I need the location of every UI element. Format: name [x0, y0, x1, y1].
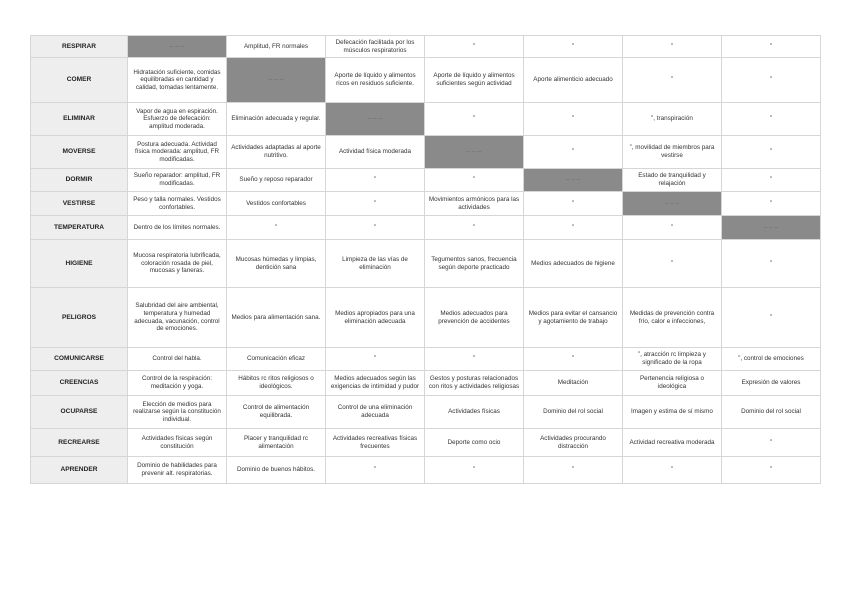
table-cell: Mucosa respiratoria lubrificada, coloración rosada de piel, mucosas y faneras.: [128, 240, 227, 288]
table-cell: Comunicación eficaz: [227, 348, 326, 371]
table-cell: ”: [326, 457, 425, 484]
table-cell: Eliminación adecuada y regular.: [227, 103, 326, 136]
table-cell: Expresión de valores: [722, 371, 821, 396]
table-cell: Hidratación suficiente, comidas equilibradas en cantidad y calidad, tomadas lentamente.: [128, 58, 227, 103]
table-row: [31, 103, 821, 136]
table-cell: ”: [623, 216, 722, 240]
row-header: RESPIRAR: [31, 36, 128, 58]
table-cell: Defecación facilitada por los músculos respiratorios: [326, 36, 425, 58]
table-cell: ”: [425, 457, 524, 484]
table-cell: Aporte de líquido y alimentos ricos en residuos suficiente.: [326, 58, 425, 103]
table-cell: Medios adecuados para prevención de accidentes: [425, 288, 524, 348]
row-header: OCUPARSE: [31, 396, 128, 429]
table-cell: Medios para evitar el cansancio y agotamiento de trabajo: [524, 288, 623, 348]
table-cell: Actividad física moderada: [326, 136, 425, 169]
table-row: [31, 192, 821, 216]
table-cell: ”, atracción rc limpieza y significado de la ropa: [623, 348, 722, 371]
table-cell: Vestidos confortables: [227, 192, 326, 216]
row-header: CREENCIAS: [31, 371, 128, 396]
row-header: HIGIENE: [31, 240, 128, 288]
table-cell: ”, control de emociones: [722, 348, 821, 371]
table-cell: ”: [524, 103, 623, 136]
table-cell: ”: [326, 348, 425, 371]
table-cell: ”: [425, 36, 524, 58]
table-cell: Hábitos rc ritos religiosos o ideológicos.: [227, 371, 326, 396]
table-cell: ”: [326, 192, 425, 216]
row-header: ELIMINAR: [31, 103, 128, 136]
table-cell: ”: [524, 348, 623, 371]
table-cell: ”: [623, 457, 722, 484]
row-header: MOVERSE: [31, 136, 128, 169]
table-cell: ”: [623, 36, 722, 58]
table-cell: Actividades recreativas físicas frecuentes: [326, 429, 425, 457]
table-cell: Actividades físicas según constitución: [128, 429, 227, 457]
table-cell: Salubridad del aire ambiental, temperatura y humedad adecuada, vacunación, control de emociones.: [128, 288, 227, 348]
row-header: DORMIR: [31, 169, 128, 192]
table-cell: ”: [326, 169, 425, 192]
row-header: VESTIRSE: [31, 192, 128, 216]
table-cell: ”: [326, 216, 425, 240]
table-cell: ”: [227, 216, 326, 240]
table-cell: ”: [623, 58, 722, 103]
table-cell: ”: [524, 36, 623, 58]
table-cell: Actividades procurando distracción: [524, 429, 623, 457]
table-cell: ”: [722, 58, 821, 103]
table-cell: Mucosas húmedas y limpias, dentición sana: [227, 240, 326, 288]
table-cell: Amplitud, FR normales: [227, 36, 326, 58]
needs-matrix-table: [30, 35, 821, 484]
table-row: [31, 216, 821, 240]
table-cell: ”: [722, 240, 821, 288]
row-header: COMUNICARSE: [31, 348, 128, 371]
table-cell: ”: [524, 216, 623, 240]
diagonal-cell: – – –: [722, 216, 821, 240]
table-cell: ”: [722, 192, 821, 216]
table-cell: Deporte como ocio: [425, 429, 524, 457]
table-cell: Medios apropiados para una eliminación adecuada: [326, 288, 425, 348]
table-cell: Control de una eliminación adecuada: [326, 396, 425, 429]
table-cell: ”: [722, 136, 821, 169]
table-cell: Vapor de agua en espiración. Esfuerzo de defecación: amplitud moderada.: [128, 103, 227, 136]
row-header: PELIGROS: [31, 288, 128, 348]
table-cell: Postura adecuada. Actividad física moderada: amplitud, FR modificadas.: [128, 136, 227, 169]
table-cell: Actividades físicas: [425, 396, 524, 429]
table-cell: ”: [722, 288, 821, 348]
table-cell: ”: [722, 429, 821, 457]
table-cell: Gestos y posturas relacionados con ritos y actividades religiosas: [425, 371, 524, 396]
diagonal-cell: – – –: [425, 136, 524, 169]
table-cell: ”: [425, 348, 524, 371]
table-cell: ”, movilidad de miembros para vestirse: [623, 136, 722, 169]
table-cell: Dominio de habilidades para prevenir alt. respiratorias.: [128, 457, 227, 484]
table-row: [31, 396, 821, 429]
table-cell: Tegumentos sanos, frecuencia según deporte practicado: [425, 240, 524, 288]
table-cell: ”: [524, 136, 623, 169]
table-cell: Elección de medios para realizarse según la constitución individual.: [128, 396, 227, 429]
table-cell: Aporte alimenticio adecuado: [524, 58, 623, 103]
table-cell: Actividad recreativa moderada: [623, 429, 722, 457]
table-cell: ”: [722, 103, 821, 136]
table-cell: Sueño y reposo reparador: [227, 169, 326, 192]
table-cell: Control de la respiración: meditación y yoga.: [128, 371, 227, 396]
table-row: [31, 36, 821, 58]
diagonal-cell: – – –: [326, 103, 425, 136]
table-cell: Medidas de prevención contra frío, calor e infecciones,: [623, 288, 722, 348]
table-cell: Pertenencia religiosa o ideológica: [623, 371, 722, 396]
table-row: [31, 371, 821, 396]
table-cell: ”: [722, 36, 821, 58]
table-cell: Peso y talla normales. Vestidos confortables.: [128, 192, 227, 216]
table-row: [31, 136, 821, 169]
table-cell: Dominio de buenos hábitos.: [227, 457, 326, 484]
table-cell: ”: [722, 457, 821, 484]
row-header: COMER: [31, 58, 128, 103]
diagonal-cell: – – –: [623, 192, 722, 216]
table-cell: Limpieza de las vías de eliminación: [326, 240, 425, 288]
table-row: [31, 58, 821, 103]
row-header: TEMPERATURA: [31, 216, 128, 240]
table-row: [31, 288, 821, 348]
table-cell: Medios adecuados de higiene: [524, 240, 623, 288]
table-cell: Dominio del rol social: [524, 396, 623, 429]
row-header: RECREARSE: [31, 429, 128, 457]
table-cell: ”: [524, 192, 623, 216]
table-cell: Sueño reparador: amplitud, FR modificadas.: [128, 169, 227, 192]
table-cell: Actividades adaptadas al aporte nutritivo.: [227, 136, 326, 169]
table-cell: ”: [623, 240, 722, 288]
table-cell: ”: [425, 169, 524, 192]
table-cell: Movimientos armónicos para las actividades: [425, 192, 524, 216]
table-row: [31, 348, 821, 371]
table-cell: Medios adecuados según las exigencias de intimidad y pudor: [326, 371, 425, 396]
table-cell: Dentro de los límites normales.: [128, 216, 227, 240]
table-row: [31, 169, 821, 192]
diagonal-cell: – – –: [524, 169, 623, 192]
table-cell: Imagen y estima de sí mismo: [623, 396, 722, 429]
table-cell: Meditación: [524, 371, 623, 396]
table-cell: Aporte de líquido y alimentos suficientes según actividad: [425, 58, 524, 103]
table-cell: Placer y tranquilidad rc alimentación: [227, 429, 326, 457]
table-cell: Control del habla.: [128, 348, 227, 371]
table-cell: Estado de tranquilidad y relajación: [623, 169, 722, 192]
row-header: APRENDER: [31, 457, 128, 484]
table-cell: Control de alimentación equilibrada.: [227, 396, 326, 429]
table-cell: ”: [425, 216, 524, 240]
table-row: [31, 240, 821, 288]
table-cell: Dominio del rol social: [722, 396, 821, 429]
table-cell: ”: [524, 457, 623, 484]
table-row: [31, 429, 821, 457]
table-cell: ”, transpiración: [623, 103, 722, 136]
table-row: [31, 457, 821, 484]
table-cell: ”: [425, 103, 524, 136]
diagonal-cell: – – –: [128, 36, 227, 58]
diagonal-cell: – – –: [227, 58, 326, 103]
table-cell: ”: [722, 169, 821, 192]
table-cell: Medios para alimentación sana.: [227, 288, 326, 348]
